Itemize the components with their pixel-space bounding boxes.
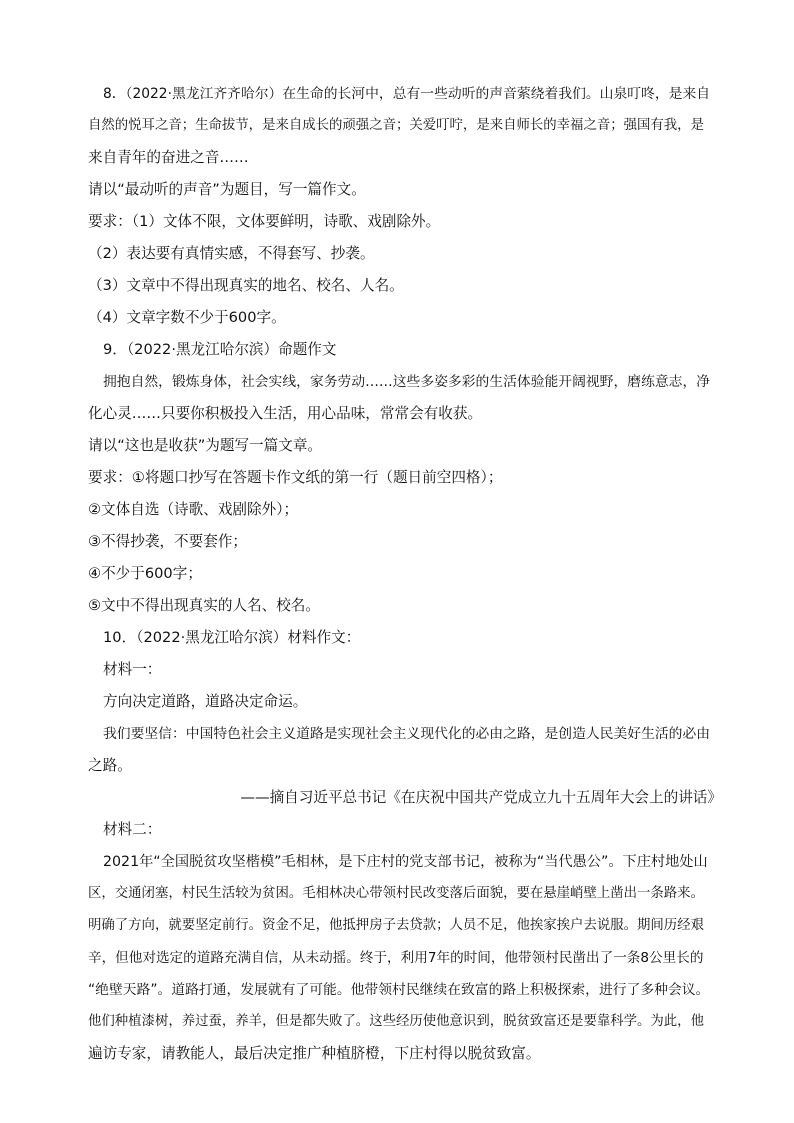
q9-prompt: 请以“这也是收获”为题写一篇文章。 [88,437,323,454]
q8-req-2: （2）表达要有真情实感，不得套写、抄袭。 [88,245,375,262]
material-one-line-3: 之路。 [88,757,132,774]
material-two-line-5: “绝壁天路”。道路打通，发展就有了可能。他带领村民继续在致富的路上积极探索，进行了多种会议。 [88,982,710,998]
q9-req-2: ②文体自选（诗歌、戏剧除外）； [88,501,299,518]
q9-line-1: 拥抱自然，锻炼身体，社会实线，家务劳动……这些多姿多彩的生活体验能开阔视野，磨练意志，净 [103,374,711,390]
q9-req-3: ③不得抄袭，不要套作； [88,533,248,550]
q8-line-2: 自然的悦耳之音；生命拔节，是来自成长的顽强之音；关爱叮咛，是来自师长的幸福之音；强国有我，是 [88,118,704,133]
material-two-line-1: 2021年“全国脱贫攻坚楷模”毛相林，是下庄村的党支部书记，被称为“当代愚公”。下庄村地处山 [103,854,708,870]
material-one-source: ——摘自习近平总书记《在庆祝中国共产党成立九十五周年大会上的讲话》 [240,789,722,806]
material-one-label: 材料一： [103,661,162,678]
q10-heading: 10．（2022·黑龙江哈尔滨）材料作文： [103,629,361,646]
q9-heading: 9．（2022·黑龙江哈尔滨）命题作文 [103,341,337,358]
q9-req-1: 要求：①将题口抄写在答题卡作文纸的第一行（题日前空四格）； [88,469,503,486]
q9-req-5: ⑤文中不得出现真实的人名、校名。 [88,597,320,614]
q8-req-3: （3）文章中不得出现真实的地名、校名、人名。 [88,277,404,294]
q9-req-4: ④不少于600字； [88,565,202,582]
material-two-label: 材料二： [103,821,162,838]
q8-line-1: 8．（2022·黑龙江齐齐哈尔）在生命的长河中，总有一些动听的声音萦绕着我们。山泉叮咚，是来自 [103,86,711,102]
material-two-line-7: 遍访专家，请教能人，最后决定推广种植脐橙，下庄村得以脱贫致富。 [88,1045,541,1062]
material-two-line-2: 区，交通闭塞，村民生活较为贫困。毛相林决心带领村民改变落后面貌，要在悬崖峭壁上凿出一条路来。 [88,886,704,901]
material-two-line-4: 辛，但他对选定的道路充满自信，从未动摇。终于，利用7年的时间，他带领村民凿出了一条8公里长的 [88,950,704,966]
q9-line-2: 化心灵……只要你积极投入生活，用心品味，常常会有收获。 [88,405,483,422]
material-one-line-2: 我们要坚信：中国特色社会主义道路是实现社会主义现代化的必由之路，是创造人民美好生活的必由 [103,726,711,742]
q8-prompt: 请以“最动听的声音”为题目，写一篇作文。 [88,181,366,198]
q8-req-1: 要求：（1）文体不限，文体要鲜明，诗歌、戏剧除外。 [88,213,441,230]
q8-req-4: （4）文章字数不少于600字。 [88,309,286,326]
material-one-line-1: 方向决定道路，道路决定命运。 [103,693,308,710]
q8-line-3: 来自青年的奋进之音…… [88,149,249,166]
material-two-line-6: 他们种植漆树，养过蚕，养羊，但是都失败了。这些经历使他意识到，脱贫致富还是要靠科学。为此，他 [88,1014,704,1029]
material-two-line-3: 明确了方向，就要坚定前行。资金不足，他抵押房子去贷款；人员不足，他挨家挨户去说服。期间历经艰 [88,918,704,933]
